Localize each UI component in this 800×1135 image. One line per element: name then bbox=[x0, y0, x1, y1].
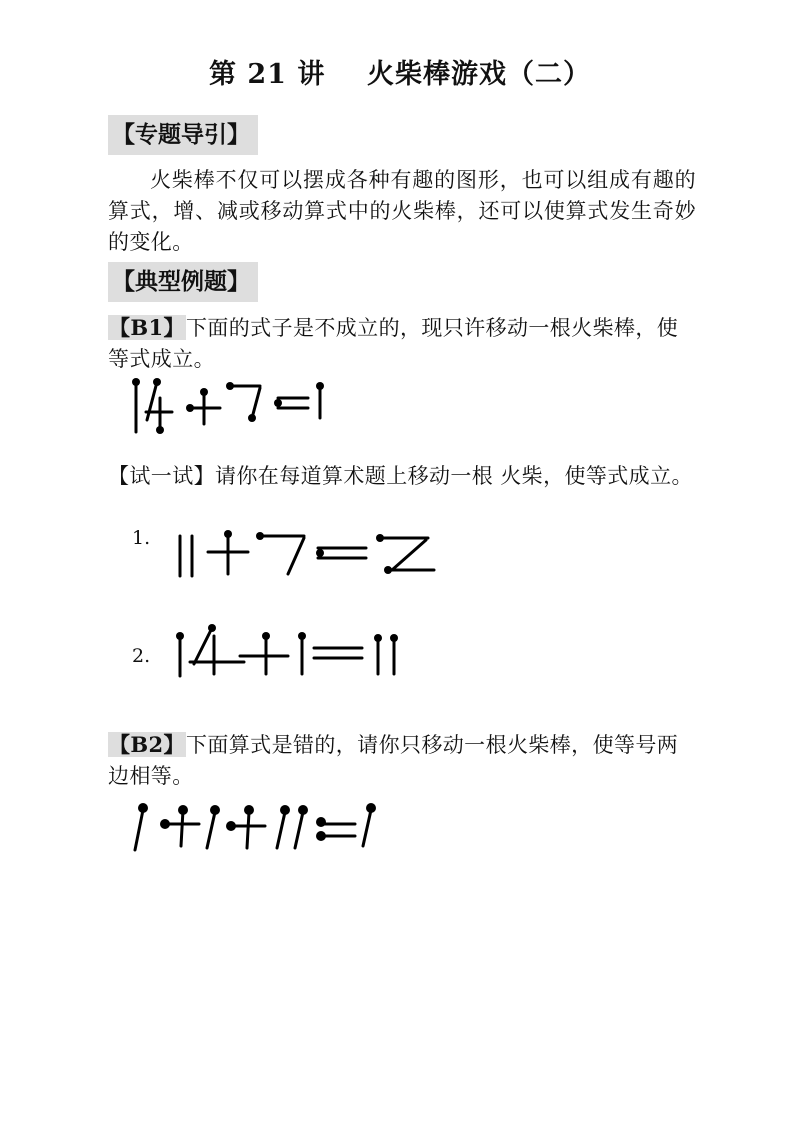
match-head bbox=[200, 388, 208, 396]
b2-text: 下面算式是错的，请你只移动一根火柴棒，使等号两边相等。 bbox=[108, 733, 679, 788]
match-head bbox=[366, 803, 376, 813]
matchstick bbox=[392, 540, 426, 570]
match-head bbox=[210, 805, 220, 815]
match-head bbox=[156, 426, 164, 434]
match-head bbox=[224, 530, 232, 538]
match-head bbox=[208, 624, 216, 632]
match-head bbox=[298, 805, 308, 815]
match-head bbox=[132, 378, 140, 386]
match-head bbox=[390, 634, 398, 642]
matchstick bbox=[247, 812, 249, 848]
match-head bbox=[316, 382, 324, 390]
match-head bbox=[256, 532, 264, 540]
matchstick bbox=[194, 628, 212, 664]
match-head bbox=[376, 534, 384, 542]
match-head bbox=[374, 634, 382, 642]
matchstick bbox=[295, 812, 303, 848]
match-head bbox=[176, 632, 184, 640]
b2-tag: 【B2】 bbox=[109, 732, 185, 757]
b1-text: 下面的式子是不成立的，现只许移动一根火柴棒，使等式成立。 bbox=[108, 316, 679, 371]
try1-matchstick-equation bbox=[170, 528, 440, 582]
match-head bbox=[298, 632, 306, 640]
match-head bbox=[248, 414, 256, 422]
try-item-2-number: 2. bbox=[132, 645, 151, 667]
matchstick bbox=[252, 388, 260, 418]
match-head bbox=[262, 632, 270, 640]
b2-problem bbox=[108, 729, 696, 792]
b1-tag: 【B1】 bbox=[109, 315, 185, 340]
matchstick bbox=[135, 810, 143, 850]
match-head bbox=[178, 805, 188, 815]
b2-matchstick-equation bbox=[125, 798, 385, 856]
match-head bbox=[138, 803, 148, 813]
intro-paragraph: 火柴棒不仅可以摆成各种有趣的图形，也可以组成有趣的算式，增、减或移动算式中的火柴棒，还可以使算式发生奇妙的变化。 bbox=[108, 168, 696, 254]
matchstick bbox=[363, 810, 371, 846]
match-head bbox=[274, 399, 282, 407]
match-head bbox=[384, 566, 392, 574]
examples-heading: 【典型例题】 bbox=[108, 262, 258, 302]
matchstick bbox=[288, 538, 304, 574]
intro-heading: 【专题导引】 bbox=[108, 115, 258, 155]
matchstick bbox=[147, 382, 157, 420]
b1-matchstick-equation bbox=[120, 370, 340, 440]
match-head bbox=[226, 382, 234, 390]
matchstick bbox=[181, 810, 183, 846]
match-head bbox=[244, 805, 254, 815]
try-problem: 【试一试】请你在每道算术题上移动一根 火柴，使等式成立。 bbox=[108, 464, 693, 488]
match-head bbox=[186, 404, 194, 412]
match-head bbox=[316, 831, 326, 841]
try-item-1-number: 1. bbox=[132, 527, 151, 549]
try2-matchstick-equation bbox=[170, 622, 410, 682]
match-head bbox=[316, 817, 326, 827]
b1-problem bbox=[108, 312, 696, 375]
match-head bbox=[153, 378, 161, 386]
match-head bbox=[280, 805, 290, 815]
matchstick bbox=[277, 812, 285, 848]
match-head bbox=[316, 549, 324, 557]
matchstick bbox=[207, 812, 215, 848]
match-head bbox=[226, 821, 236, 831]
match-head bbox=[160, 819, 170, 829]
page-title: 第 21 讲 火柴棒游戏（二） bbox=[209, 59, 591, 90]
